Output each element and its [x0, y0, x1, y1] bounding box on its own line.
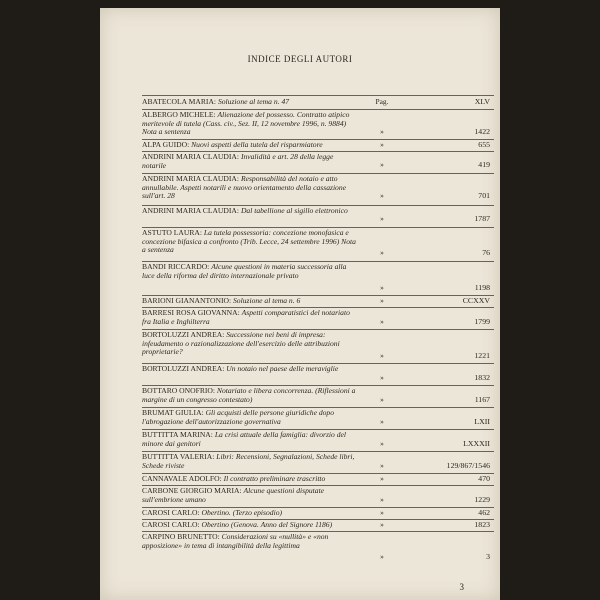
entry-work: Considerazioni su «nullità» e «non apposizione» in tema di intangibilità della legittima	[142, 532, 329, 550]
entry-mark: »	[380, 417, 384, 426]
index-entry	[142, 532, 494, 561]
index-entry	[142, 364, 494, 382]
entry-mark: »	[380, 191, 384, 200]
entry-mark: »	[380, 373, 384, 382]
entry-work: Responsabilità del notaio e atto annullabile. Aspetti notarili e nuovo orientamento della cassazione sull'art. 28	[142, 174, 347, 201]
index-entry	[142, 141, 494, 150]
entry-page: 76	[482, 248, 490, 257]
entry-page: 129/867/1546	[446, 461, 490, 470]
entry-page: 655	[478, 140, 490, 149]
entry-page: 1198	[474, 283, 490, 292]
entry-page: 701	[478, 191, 490, 200]
entry-author: CANNAVALE ADOLFO:	[142, 474, 222, 483]
entry-page: 1229	[474, 495, 490, 504]
entry-author: ANDRINI MARIA CLAUDIA:	[142, 174, 240, 183]
entry-mark: »	[380, 214, 384, 223]
entry-mark: »	[380, 439, 384, 448]
separator	[142, 95, 494, 96]
entry-work: Alienazione del possesso. Contratto atipico meritevole di tutela (Cass. civ., Sez. II, 12 novembre 1996, n. 9884) Nota a sentenza	[142, 110, 350, 137]
entry-mark: »	[380, 283, 384, 292]
entry-page: LXII	[474, 417, 490, 426]
entry-page: 1167	[474, 395, 490, 404]
book-page	[100, 8, 500, 600]
index-entry	[142, 387, 494, 404]
index-entry	[142, 111, 494, 137]
entry-author: BARRESI ROSA GIOVANNA:	[142, 308, 240, 317]
entry-mark: »	[380, 248, 384, 257]
entry-mark: »	[380, 317, 384, 326]
entry-page: XLV	[474, 97, 490, 106]
entry-work: Alcune questioni disputate sull'embrione umano	[142, 486, 325, 504]
index-entry	[142, 431, 494, 448]
entry-author: CARPINO BRUNETTO:	[142, 532, 220, 541]
entry-work: Obertino. (Terzo episodio)	[201, 508, 283, 517]
entry-mark: »	[380, 495, 384, 504]
entry-work: Gli acquisti delle persone giuridiche dopo l'abrogazione dell'autorizzazione governativa	[142, 408, 335, 426]
entry-mark: »	[380, 127, 384, 136]
entry-mark: »	[380, 474, 384, 483]
index-entry	[142, 453, 494, 470]
entry-author: BARIONI GIANANTONIO:	[142, 296, 232, 305]
entry-author: BORTOLUZZI ANDREA:	[142, 330, 225, 339]
page-title: INDICE DEGLI AUTORI	[247, 54, 353, 64]
entry-work: Alcune questioni in materia successoria alla luce della riforma del diritto internazionale privato	[142, 262, 347, 280]
index-entry	[142, 206, 494, 223]
entry-page: 470	[478, 474, 490, 483]
entry-mark: »	[380, 351, 384, 360]
entry-author: BUTTITTA VALERIA:	[142, 452, 215, 461]
entry-mark: »	[380, 395, 384, 404]
entry-author: ALBERGO MICHELE:	[142, 110, 216, 119]
entry-mark: »	[380, 140, 384, 149]
entry-mark: Pag.	[375, 97, 389, 106]
index-entry	[142, 409, 494, 426]
entry-author: BANDI RICCARDO:	[142, 262, 210, 271]
entry-author: CARBONE GIORGIO MARIA:	[142, 486, 242, 495]
index-entry	[142, 509, 494, 518]
index-entry	[142, 487, 494, 504]
index-entry	[142, 330, 494, 360]
entry-work: Dal tabellione al sigillo elettronico	[240, 206, 348, 215]
entry-author: ANDRINI MARIA CLAUDIA:	[142, 152, 240, 161]
index-entry	[142, 309, 494, 326]
entry-mark: »	[380, 461, 384, 470]
entry-work: Obertino (Genova. Anno del Signore 1186)	[201, 520, 333, 529]
index-entry	[142, 297, 494, 306]
entry-page: 1422	[474, 127, 490, 136]
entry-author: ANDRINI MARIA CLAUDIA:	[142, 206, 240, 215]
entry-author: BUTTITTA MARINA:	[142, 430, 213, 439]
entry-page: LXXXII	[463, 439, 490, 448]
entry-work: Un notaio nel paese delle meraviglie	[226, 364, 339, 373]
entry-page: 462	[478, 508, 490, 517]
entry-mark: »	[380, 520, 384, 529]
index-entry	[142, 229, 494, 255]
entry-mark: »	[380, 552, 384, 561]
entry-author: BRUMAT GIULIA:	[142, 408, 204, 417]
entry-work: Successione nei beni di impresa: infeudamento o razionalizzazione dell'esercizio delle attribuzioni proprietarie?	[142, 330, 340, 357]
entry-page: 1832	[474, 373, 490, 382]
index-entry	[142, 521, 494, 530]
index-entry	[142, 475, 494, 484]
entry-work: Nuovi aspetti della tutela del risparmiatore	[191, 140, 323, 149]
entry-author: BORTOLUZZI ANDREA:	[142, 364, 225, 373]
entry-mark: »	[380, 160, 384, 169]
entry-work: La tutela possessoria: concezione monofasica e concezione bifasica a confronto (Trib. Lecce, 24 settembre 1996) Nota a sentenza	[142, 228, 356, 255]
entry-author: CAROSI CARLO:	[142, 508, 200, 517]
entry-author: ASTUTO LAURA:	[142, 228, 202, 237]
index-entry	[142, 262, 494, 292]
index-entry	[142, 98, 494, 107]
entry-page: 1823	[474, 520, 490, 529]
entry-page: 1799	[474, 317, 490, 326]
entry-page: 3	[486, 552, 490, 561]
entry-author: BOTTARO ONOFRIO:	[142, 386, 216, 395]
entry-work: Aspetti comparatistici del notariato fra Italia e Inghilterra	[142, 308, 350, 326]
entry-work: Soluzione al tema n. 47	[217, 97, 290, 106]
entry-author: ALPA GUIDO:	[142, 140, 190, 149]
entry-page: CCXXV	[462, 296, 490, 305]
entry-mark: »	[380, 296, 384, 305]
entry-work: Libri: Recensioni, Segnalazioni, Schede libri, Schede riviste	[142, 452, 355, 470]
entry-page: 419	[478, 160, 490, 169]
entry-work: Soluzione al tema n. 6	[233, 296, 301, 305]
entry-page: 1221	[474, 351, 490, 360]
entry-page: 1787	[474, 214, 490, 223]
entry-author: ABATECOLA MARIA:	[142, 97, 217, 106]
index-entry	[142, 153, 494, 170]
entry-work: Il contratto preliminare trascritto	[223, 474, 326, 483]
entry-work: Notariato e libera concorrenza. (Riflessioni a margine di un congresso contestato)	[142, 386, 356, 404]
entry-author: CAROSI CARLO:	[142, 520, 200, 529]
page-number: 3	[459, 582, 464, 592]
entry-work: Invalidità e art. 28 della legge notarile	[142, 152, 334, 170]
index-entry	[142, 175, 494, 201]
entry-mark: »	[380, 508, 384, 517]
entry-work: La crisi attuale della famiglia: divorzio del minore dai genitori	[142, 430, 347, 448]
